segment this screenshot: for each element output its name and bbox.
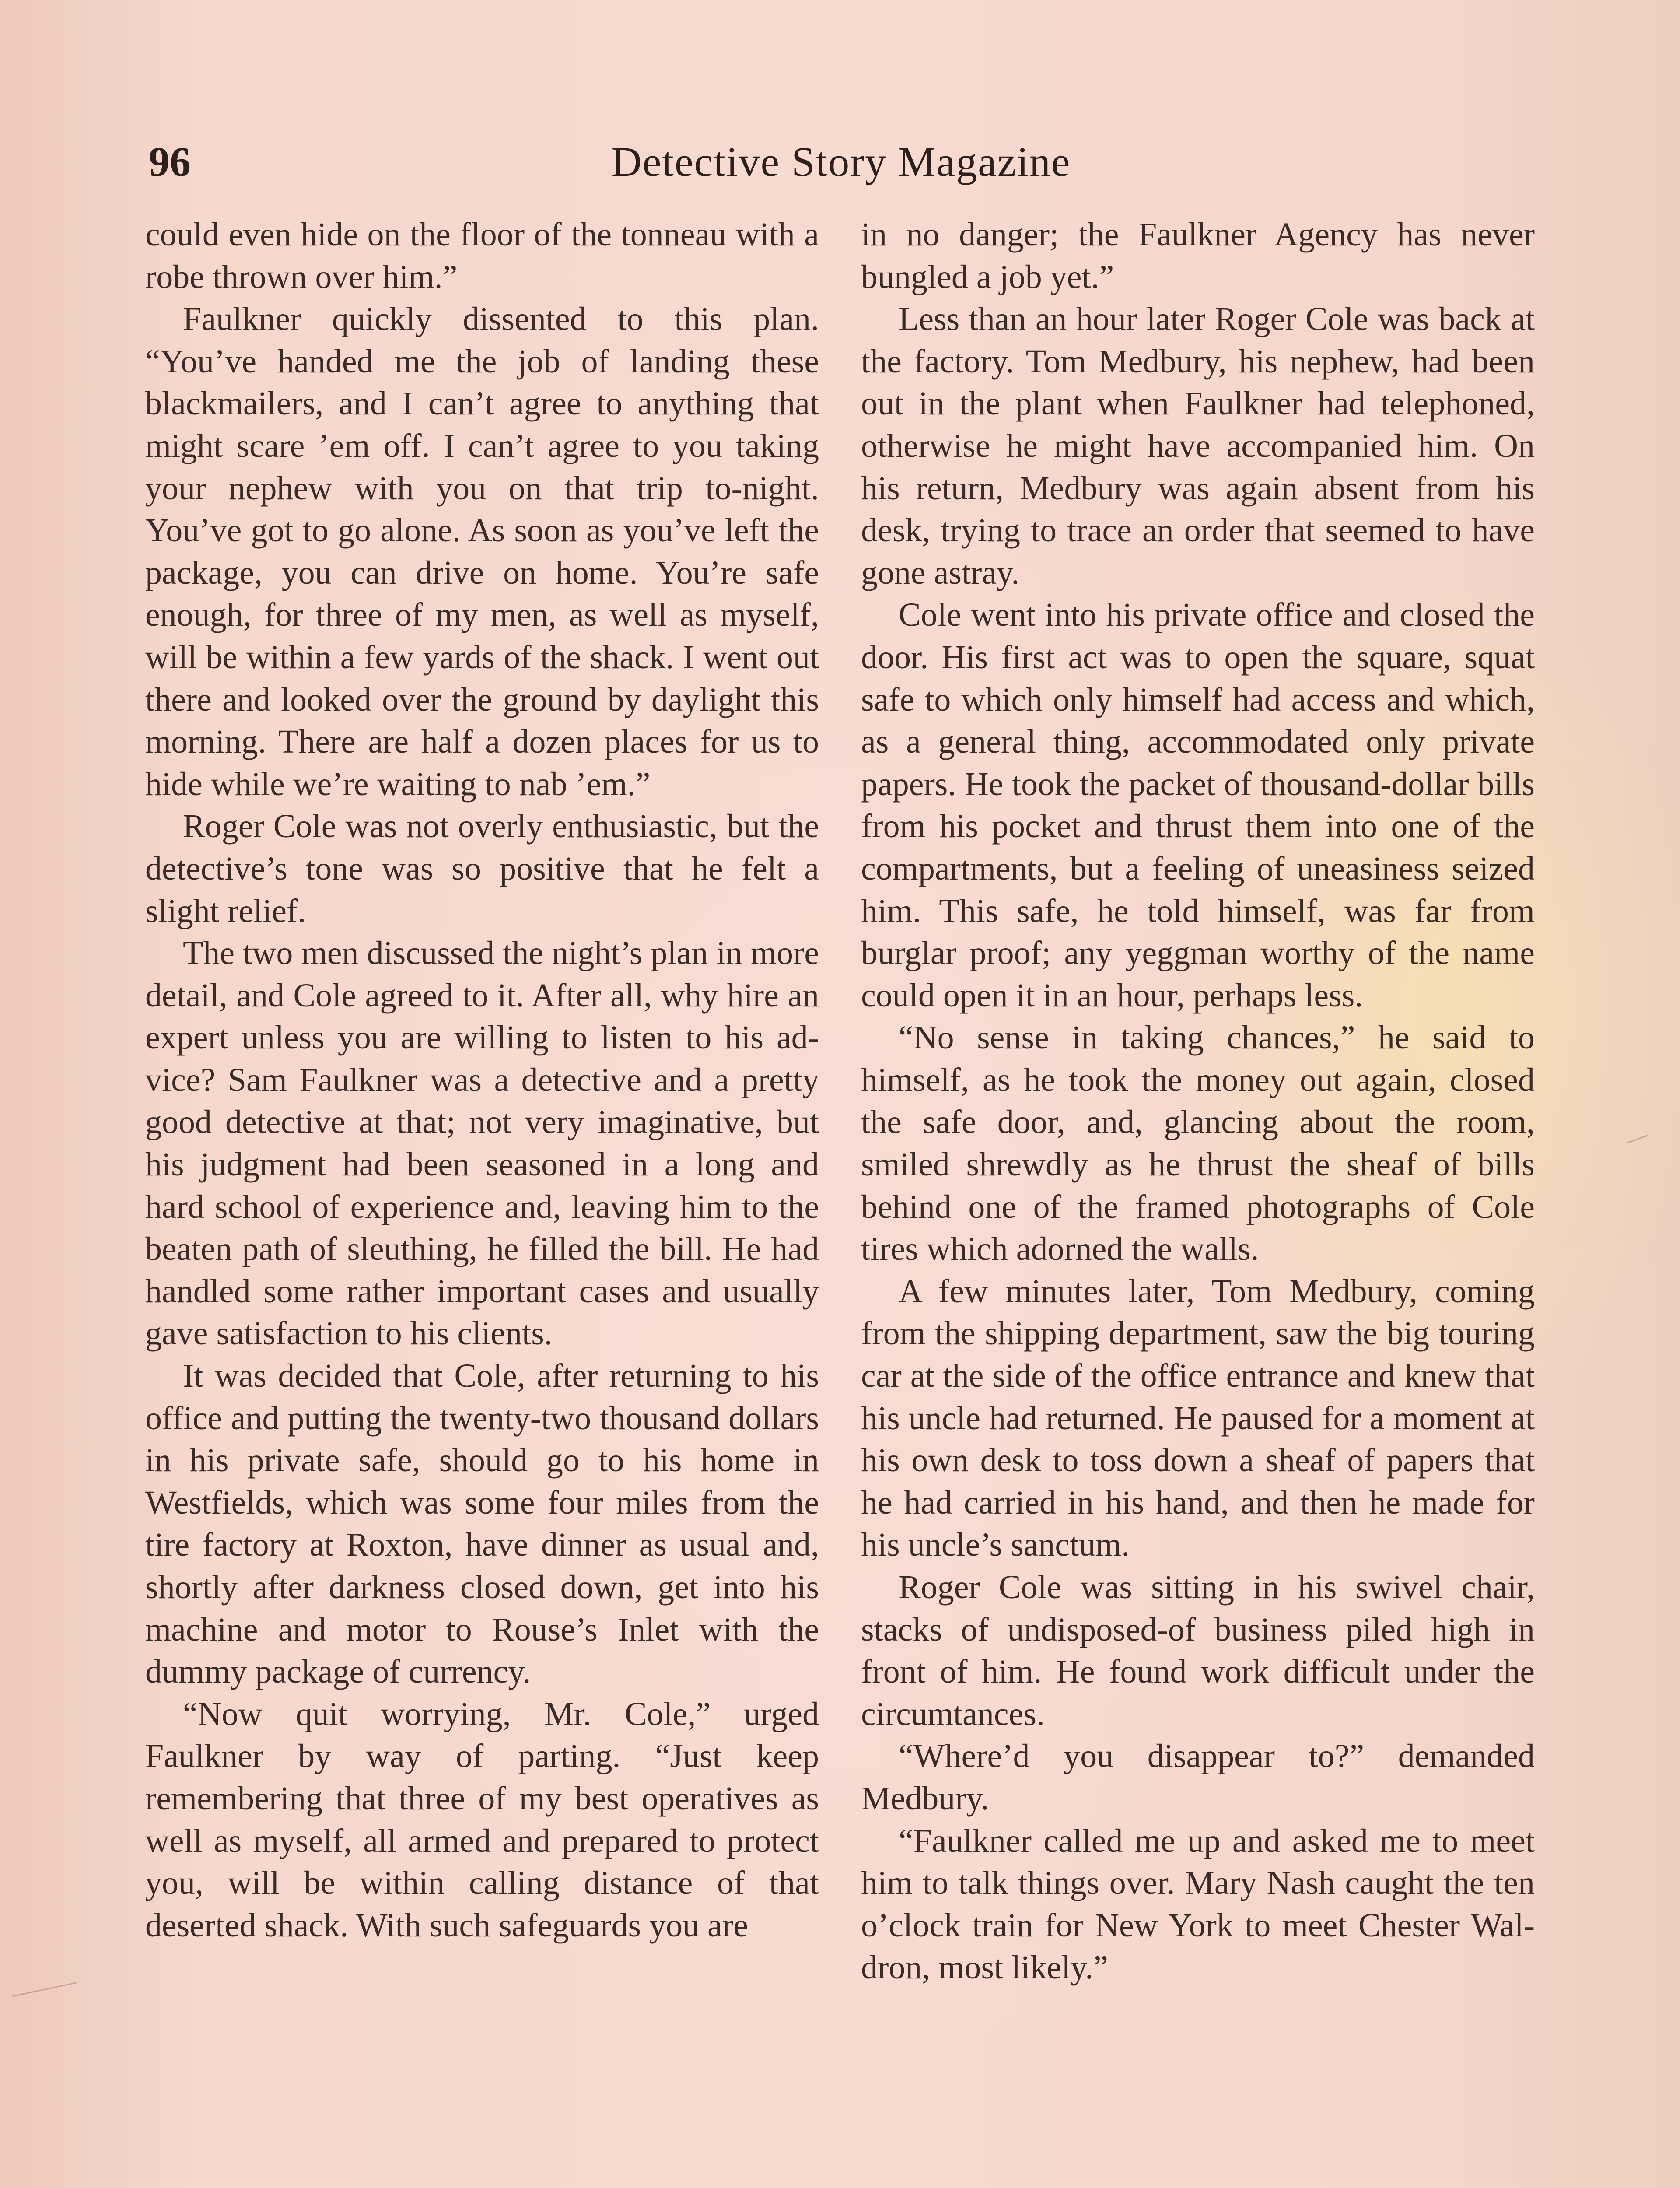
paragraph: Faulkner quickly dissented to this plan. “You’ve handed me the job of landing these blackmailers, and I can’t agree to anything that might scare ’em off. I can’t agree to you taking your nephew with you on that trip to-night. You’ve got to go alone. As soon as you’ve left the package, you can drive on home. You’re safe enough, for three of my men, as well as myself, will be within a few yards of the shack. I went out there and looked over the ground by daylight this morning. There are half a dozen places for us to hide while we’re waiting to nab ’em.” <box>145 301 819 803</box>
paragraph: The two men discussed the night’s plan in more detail, and Cole agreed to it. After all, why hire an expert unless you are willing to listen to his advice? Sam Faulkner was a detective and a pretty good detective at that; not very imaginative, but his judgment had been seasoned in a long and hard school of experience and, leaving him to the beaten path of sleuthing, he filled the bill. He had handled some rather important cases and usually gave satisfaction to his clients. <box>145 935 819 1352</box>
paragraph: could even hide on the floor of the tonneau with a robe thrown over him.” <box>145 216 819 295</box>
running-title: Detective Story Magazine <box>611 138 1071 185</box>
right-column <box>861 214 1535 1989</box>
paragraph: “Where’d you disappear to?” demanded Medbury. <box>861 1738 1535 1817</box>
paragraph: in no danger; the Faulkner Agency has never bungled a job yet.” <box>861 216 1535 295</box>
page-number: 96 <box>149 138 191 185</box>
paragraph: Roger Cole was sitting in his swivel chair, stacks of undisposed-of business piled high in front of him. He found work difficult under the circumtances. <box>861 1569 1535 1732</box>
left-column <box>145 214 819 1946</box>
paragraph: Cole went into his private office and closed the door. His first act was to open the square, squat safe to which only himself had access and which, as a general thing, accommodated only private papers. He took the packet of thousand-dollar bills from his pocket and thrust them into one of the compartments, but a feeling of uneasiness seized him. This safe, he told himself, was far from burglar proof; any yeggman worthy of the name could open it in an hour, perhaps less. <box>861 596 1535 1014</box>
paragraph: Less than an hour later Roger Cole was back at the factory. Tom Medbury, his nephew, had been out in the plant when Faulkner had telephoned, otherwise he might have accompanied him. On his return, Medbury was again absent from his desk, trying to trace an order that seemed to have gone astray. <box>861 301 1535 591</box>
paragraph: A few minutes later, Tom Medbury, coming from the shipping department, saw the big touring car at the side of the office entrance and knew that his uncle had returned. He paused for a moment at his own desk to toss down a sheaf of papers that he had carried in his hand, and then he made for his uncle’s sanctum. <box>861 1273 1535 1564</box>
paragraph: Roger Cole was not overly enthusiastic, but the detective’s tone was so positive that he felt a slight relief. <box>145 808 819 929</box>
page-header <box>149 131 1533 193</box>
paragraph: “Now quit worrying, Mr. Cole,” urged Faulkner by way of parting. “Just keep remembering that three of my best operatives as well as myself, all armed and prepared to protect you, will be within calling distance of that deserted shack. With such safeguards you are <box>145 1695 819 1944</box>
paragraph: “Faulkner called me up and asked me to meet him to talk things over. Mary Nash caught the ten o’clock train for New York to meet Chester Waldron, most likely.” <box>861 1822 1535 1986</box>
paper-scratch-mark <box>1627 1135 1648 1143</box>
paper-scratch-mark <box>13 1982 77 1997</box>
paragraph: It was decided that Cole, after returning to his office and putting the twenty-two thousand dollars in his private safe, should go to his home in Westfields, which was some four miles from the tire factory at Roxton, have dinner as usual and, shortly after darkness closed down, get into his machine and motor to Rouse’s Inlet with the dummy package of currency. <box>145 1357 819 1690</box>
paragraph: “No sense in taking chances,” he said to himself, as he took the money out again, closed the safe door, and, glancing about the room, smiled shrewdly as he thrust the sheaf of bills behind one of the framed photographs of Cole tires which adorned the walls. <box>861 1019 1535 1268</box>
